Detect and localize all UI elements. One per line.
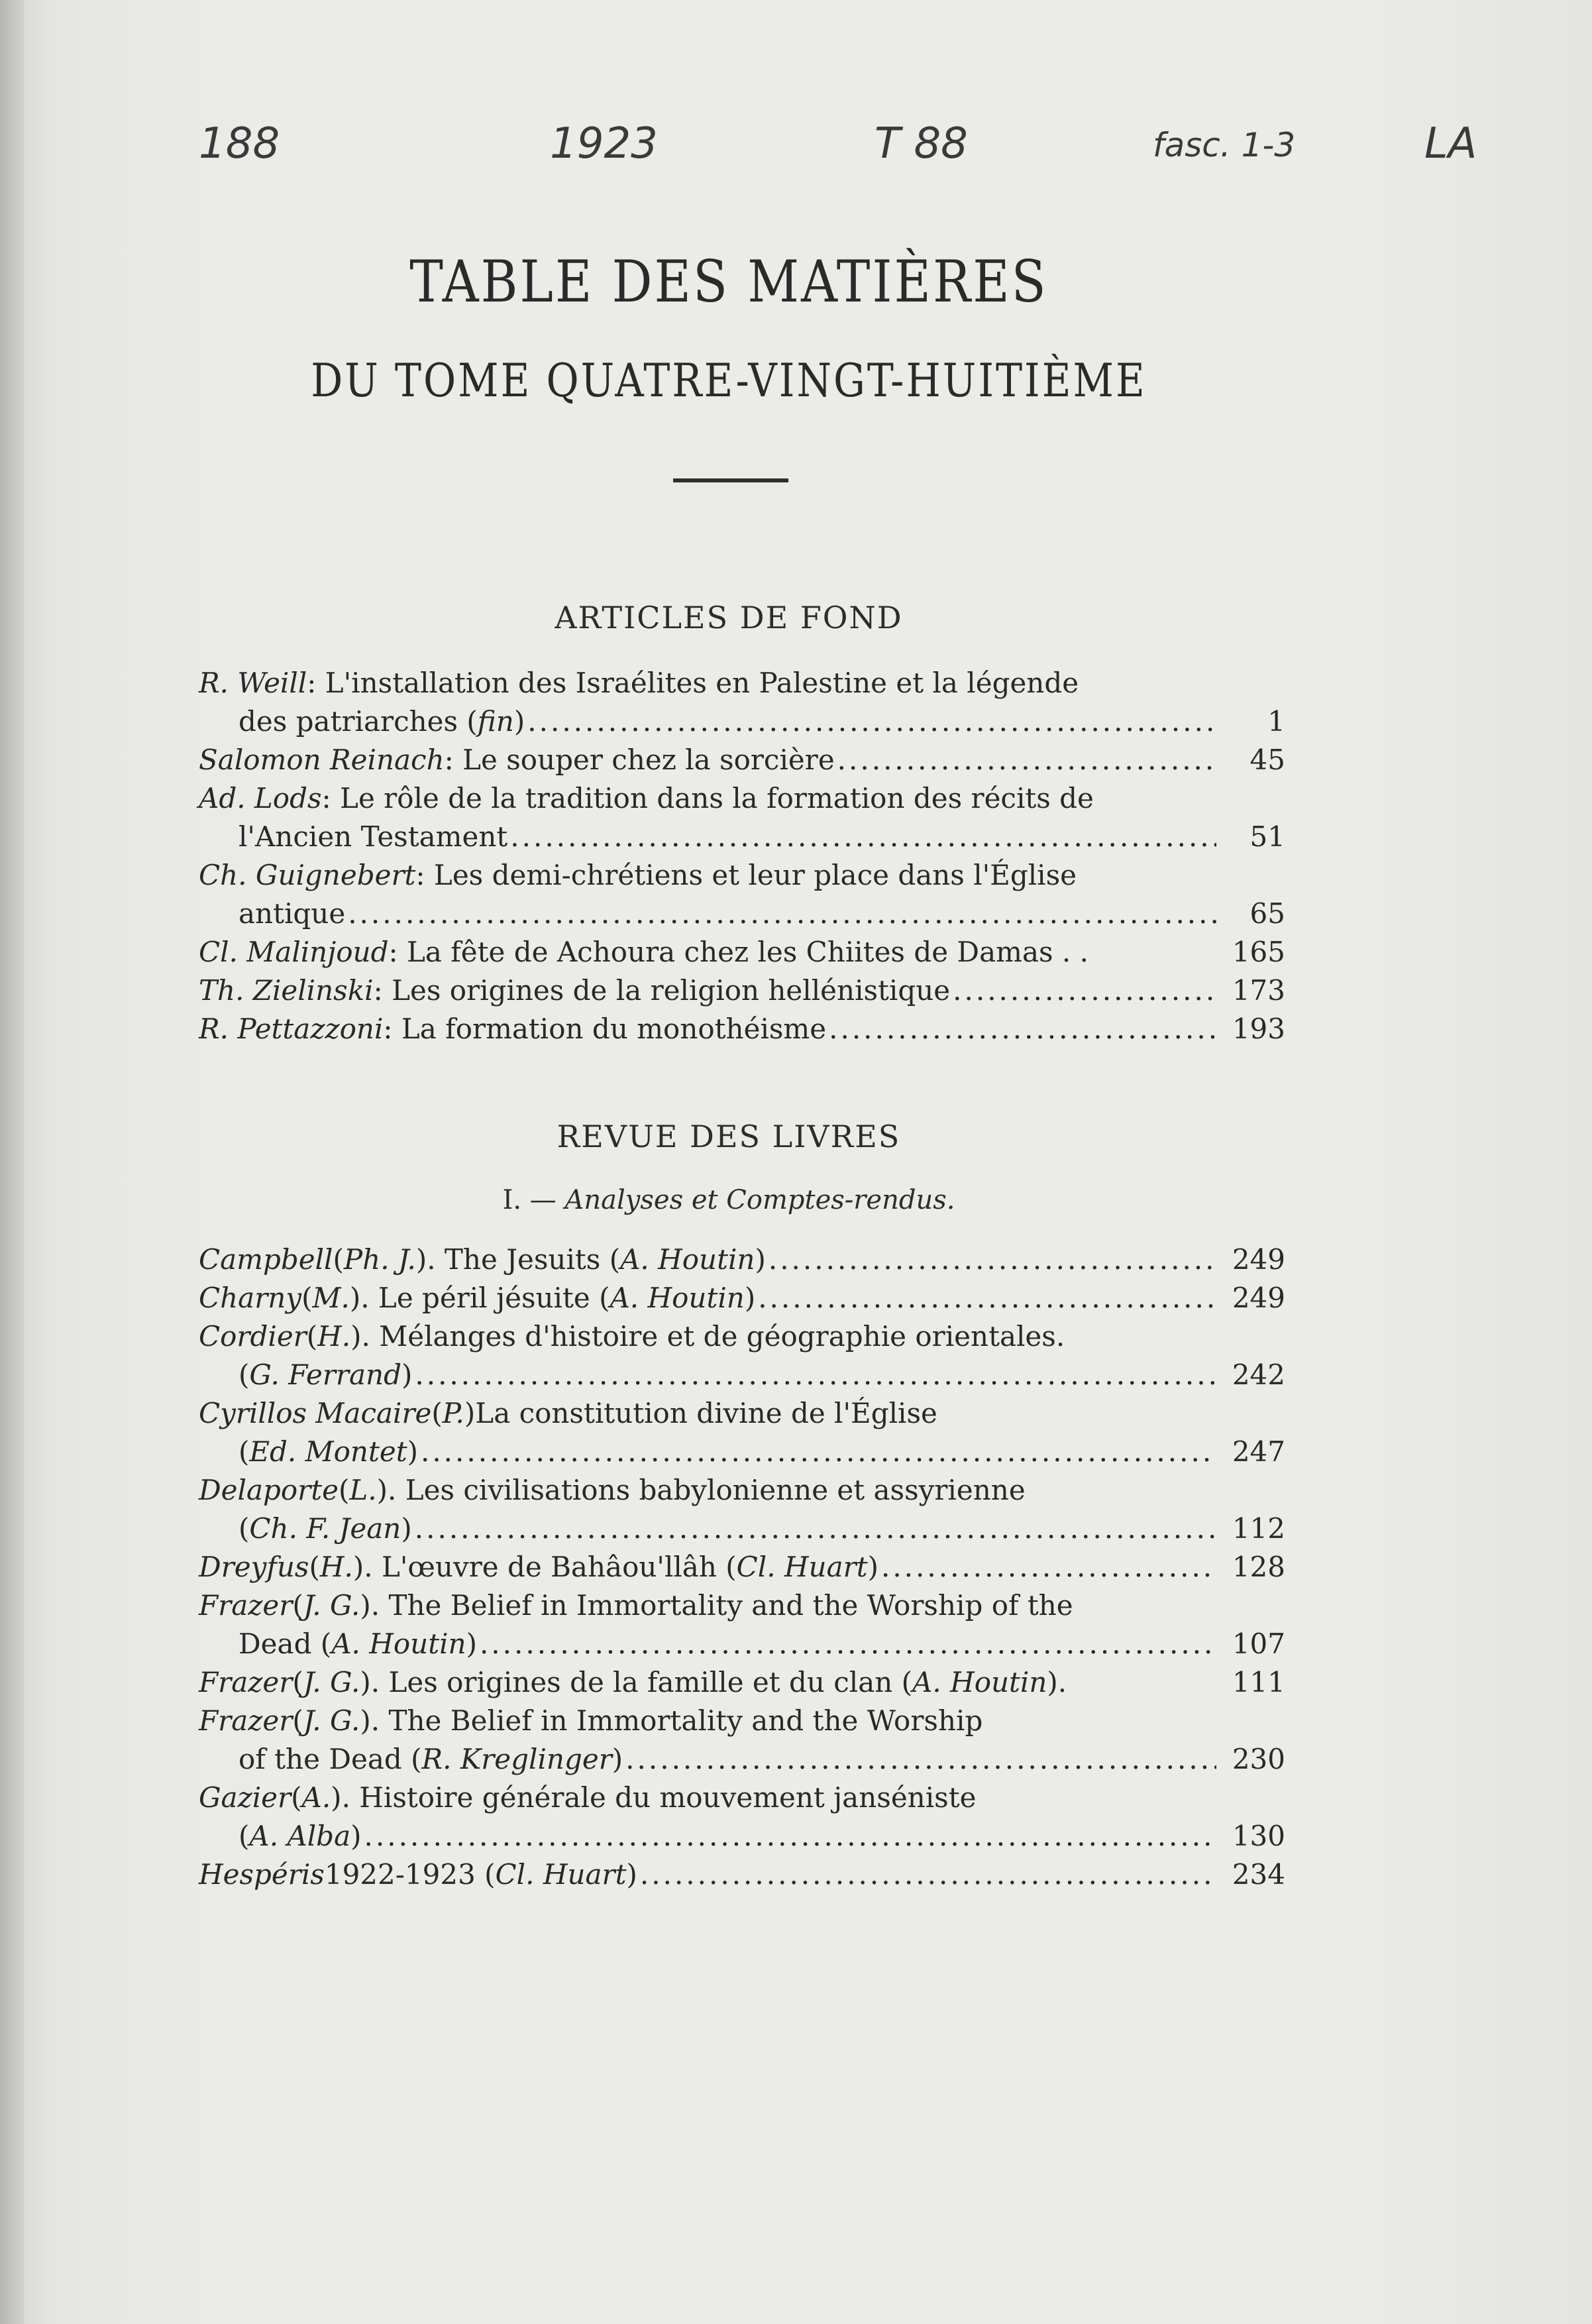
- leader-dots: [421, 1433, 1216, 1471]
- entry-title-cont: Dead (: [239, 1628, 332, 1660]
- entry-title-cont: antique: [239, 897, 346, 930]
- page-number: 173: [1232, 974, 1285, 1007]
- leader-dots: [625, 1740, 1216, 1779]
- section-heading: ARTICLES DE FOND: [555, 600, 903, 636]
- page-number: 249: [1232, 1243, 1285, 1276]
- toc-entry[interactable]: [199, 664, 1285, 741]
- articles-list: [199, 664, 1285, 1048]
- entry-initials: J. G.: [303, 1666, 360, 1698]
- toc-entry[interactable]: [199, 933, 1285, 971]
- toc-entry[interactable]: Dreyfus ( H. ) . L'œuvre de Bahâou'llâh ( Cl. Huart ) ..... 128: [199, 1548, 1285, 1586]
- entry-author: Cl. Malinjoud: [199, 936, 389, 968]
- section-heading: REVUE DES LIVRES: [557, 1119, 901, 1154]
- entry-initials: Ph. J.: [343, 1243, 416, 1276]
- entry-initials: L.: [349, 1474, 377, 1506]
- entry-title: . The Belief in Immortality and the Worship of the: [370, 1589, 1073, 1622]
- entry-author: Dreyfus: [199, 1551, 309, 1583]
- entry-author: Gazier: [199, 1781, 292, 1814]
- leader-dots: [881, 1548, 1216, 1586]
- handwritten-mark: fasc. 1-3: [1153, 126, 1296, 164]
- entry-author: Frazer: [199, 1666, 293, 1698]
- leader-dots: [510, 818, 1216, 856]
- page-number: 230: [1232, 1743, 1285, 1775]
- entry-author: Hespéris: [199, 1858, 325, 1891]
- toc-entry[interactable]: Frazer ( J. G. ) . The Belief in Immortality and the Worship of the Dead ( A. Houtin ) ..... 107: [199, 1586, 1285, 1663]
- page-number: 234: [1232, 1858, 1285, 1891]
- entry-initials: J. G.: [303, 1704, 360, 1737]
- page-number: 65: [1249, 897, 1285, 930]
- entry-end: ): [466, 1628, 477, 1660]
- entry-title: : La fête de Achoura chez les Chiites de Damas . .: [388, 936, 1088, 968]
- entry-end: ): [626, 1858, 637, 1891]
- leader-dots: [527, 702, 1216, 741]
- entry-title: . Mélanges d'histoire et de géographie orientales.: [361, 1320, 1065, 1353]
- entry-title: : Le rôle de la tradition dans la formation des récits de: [321, 782, 1094, 814]
- leader-dots: [415, 1356, 1216, 1394]
- entry-note: fin: [477, 705, 514, 738]
- entry-author: Th. Zielinski: [199, 974, 374, 1007]
- entry-title: . Le péril jésuite (: [360, 1282, 610, 1314]
- leader-dots: [640, 1855, 1216, 1894]
- entry-title: : Les demi-chrétiens et leur place dans l'Église: [415, 859, 1077, 891]
- toc-entry[interactable]: Gazier ( A. ) . Histoire générale du mouvement janséniste ( A. Alba ) ..... 130: [199, 1779, 1285, 1855]
- entry-title: La constitution divine de l'Église: [475, 1397, 937, 1429]
- entry-initials: H.: [317, 1320, 351, 1353]
- toc-entry[interactable]: [199, 779, 1285, 856]
- entry-author: R. Pettazzoni: [199, 1013, 384, 1045]
- toc-entry[interactable]: [199, 971, 1285, 1010]
- entry-author: Salomon Reinach: [199, 744, 445, 776]
- leader-dots: [769, 1241, 1216, 1279]
- entry-end: ): [744, 1282, 756, 1314]
- entry-author: Frazer: [199, 1704, 293, 1737]
- entry-end: ): [755, 1243, 766, 1276]
- entry-title: : Les origines de la religion hellénistique: [373, 974, 951, 1007]
- entry-author: Cordier: [199, 1320, 307, 1353]
- leader-dots: [953, 971, 1216, 1010]
- entry-title: . Les origines de la famille et du clan (: [370, 1666, 913, 1698]
- subheading-text: Analyses et Comptes-rendus.: [564, 1185, 955, 1215]
- entry-end: ): [611, 1743, 623, 1775]
- entry-title: . L'œuvre de Bahâou'llâh (: [364, 1551, 737, 1583]
- entry-title: . The Jesuits (: [427, 1243, 621, 1276]
- page-title: TABLE DES MATIÈRES: [409, 247, 1048, 315]
- leader-dots: [758, 1279, 1216, 1317]
- page-number: 193: [1232, 1013, 1285, 1045]
- page-number: 249: [1232, 1282, 1285, 1314]
- leader-dots: [415, 1510, 1216, 1548]
- page-number: 130: [1232, 1820, 1285, 1852]
- toc-entry[interactable]: Campbell ( Ph. J. ) . The Jesuits ( A. Houtin ) ..... 249: [199, 1241, 1285, 1279]
- handwritten-mark: 1923: [550, 119, 658, 168]
- entry-reviewer: A. Houtin: [331, 1628, 466, 1660]
- entry-author: Cyrillos Macaire: [199, 1397, 432, 1429]
- page-number: 45: [1249, 744, 1285, 776]
- leader-dots: [837, 741, 1216, 779]
- entry-reviewer: G. Ferrand: [249, 1358, 401, 1391]
- section-subheading: [0, 1185, 1458, 1215]
- page-number: 111: [1232, 1666, 1285, 1698]
- leader-dots: [348, 895, 1216, 933]
- entry-title: : Le souper chez la sorcière: [444, 744, 835, 776]
- toc-entry[interactable]: [199, 856, 1285, 933]
- entry-reviewer: Cl. Huart: [736, 1551, 868, 1583]
- page-number: 165: [1232, 936, 1285, 968]
- page-number: 112: [1232, 1512, 1285, 1545]
- entry-title-cont: des patriarches (: [239, 705, 478, 738]
- entry-author: Ad. Lods: [199, 782, 322, 814]
- entry-initials: P.: [442, 1397, 464, 1429]
- entry-end: ): [867, 1551, 878, 1583]
- entry-reviewer: A. Houtin: [912, 1666, 1047, 1698]
- page-number: 1: [1267, 705, 1285, 738]
- handwritten-mark: 188: [199, 119, 280, 168]
- subheading-number: I. —: [502, 1185, 565, 1215]
- title-rule: [673, 478, 788, 482]
- bleed-through-text: [86, 33, 1511, 126]
- page-number: 107: [1232, 1628, 1285, 1660]
- toc-entry[interactable]: Delaporte ( L. ) . Les civilisations babylonienne et assyrienne ( Ch. F. Jean ) ..... 112: [199, 1471, 1285, 1548]
- leader-dots: [480, 1625, 1216, 1663]
- entry-initials: M.: [312, 1282, 350, 1314]
- entry-reviewer: Cl. Huart: [495, 1858, 627, 1891]
- handwritten-mark: LA: [1424, 119, 1477, 168]
- entry-author: Ch. Guignebert: [199, 859, 416, 891]
- entry-title-cont: of the Dead (: [239, 1743, 422, 1775]
- toc-entry[interactable]: Charny ( M. ) . Le péril jésuite ( A. Houtin ) ..... 249: [199, 1279, 1285, 1317]
- page-number: 247: [1232, 1435, 1285, 1468]
- entry-author: Delaporte: [199, 1474, 339, 1506]
- entry-author: R. Weill: [199, 667, 307, 699]
- page-number: 51: [1249, 820, 1285, 853]
- page-subtitle: DU TOME QUATRE-VINGT-HUITIÈME: [311, 354, 1147, 408]
- entry-reviewer: A. Houtin: [620, 1243, 755, 1276]
- entry-reviewer: A. Houtin: [610, 1282, 745, 1314]
- entry-author: Frazer: [199, 1589, 293, 1622]
- entry-end: ).: [1047, 1666, 1067, 1698]
- toc-entry[interactable]: [199, 1855, 1285, 1894]
- entry-title: : La formation du monothéisme: [383, 1013, 827, 1045]
- entry-title: 1922-1923 (: [324, 1858, 496, 1891]
- entry-author: Charny: [199, 1282, 302, 1314]
- entry-title-cont: l'Ancien Testament: [239, 820, 508, 853]
- handwritten-mark: T 88: [875, 119, 968, 168]
- page-number: 242: [1232, 1358, 1285, 1391]
- entry-title: . The Belief in Immortality and the Worship: [370, 1704, 983, 1737]
- leader-dots: [829, 1010, 1216, 1048]
- entry-initials: H.: [319, 1551, 353, 1583]
- toc-entry[interactable]: Cordier ( H. ) . Mélanges d'histoire et de géographie orientales. ( G. Ferrand ) ..... 242: [199, 1317, 1285, 1394]
- entry-title: : L'installation des Israélites en Palestine et la légende: [307, 667, 1079, 699]
- toc-entry[interactable]: Frazer ( J. G. ) . Les origines de la famille et du clan ( A. Houtin ). 111: [199, 1663, 1285, 1702]
- entry-author: Campbell: [199, 1243, 333, 1276]
- toc-entry[interactable]: [199, 1010, 1285, 1048]
- entry-reviewer: Ed. Montet: [249, 1435, 407, 1468]
- leader-dots: [364, 1817, 1216, 1855]
- entry-reviewer: A. Alba: [249, 1820, 351, 1852]
- toc-entry[interactable]: Cyrillos Macaire ( P. ) La constitution divine de l'Église ( Ed. Montet ) ..... 247: [199, 1394, 1285, 1471]
- page-spine-shadow: [0, 0, 24, 2324]
- entry-initials: J. G.: [303, 1589, 360, 1622]
- entry-reviewer: R. Kreglinger: [421, 1743, 612, 1775]
- entry-title-end: ): [513, 705, 525, 738]
- entry-initials: A.: [301, 1781, 331, 1814]
- toc-entry[interactable]: [199, 741, 1285, 779]
- toc-entry[interactable]: Frazer ( J. G. ) . The Belief in Immortality and the Worship of the Dead ( R. Kreglinger ) ..... 230: [199, 1702, 1285, 1779]
- entry-reviewer: Ch. F. Jean: [249, 1512, 401, 1545]
- page-number: 128: [1232, 1551, 1285, 1583]
- entry-title: . Histoire générale du mouvement janséniste: [341, 1781, 977, 1814]
- reviews-list: [199, 1241, 1285, 1894]
- entry-title: . Les civilisations babylonienne et assyrienne: [388, 1474, 1026, 1506]
